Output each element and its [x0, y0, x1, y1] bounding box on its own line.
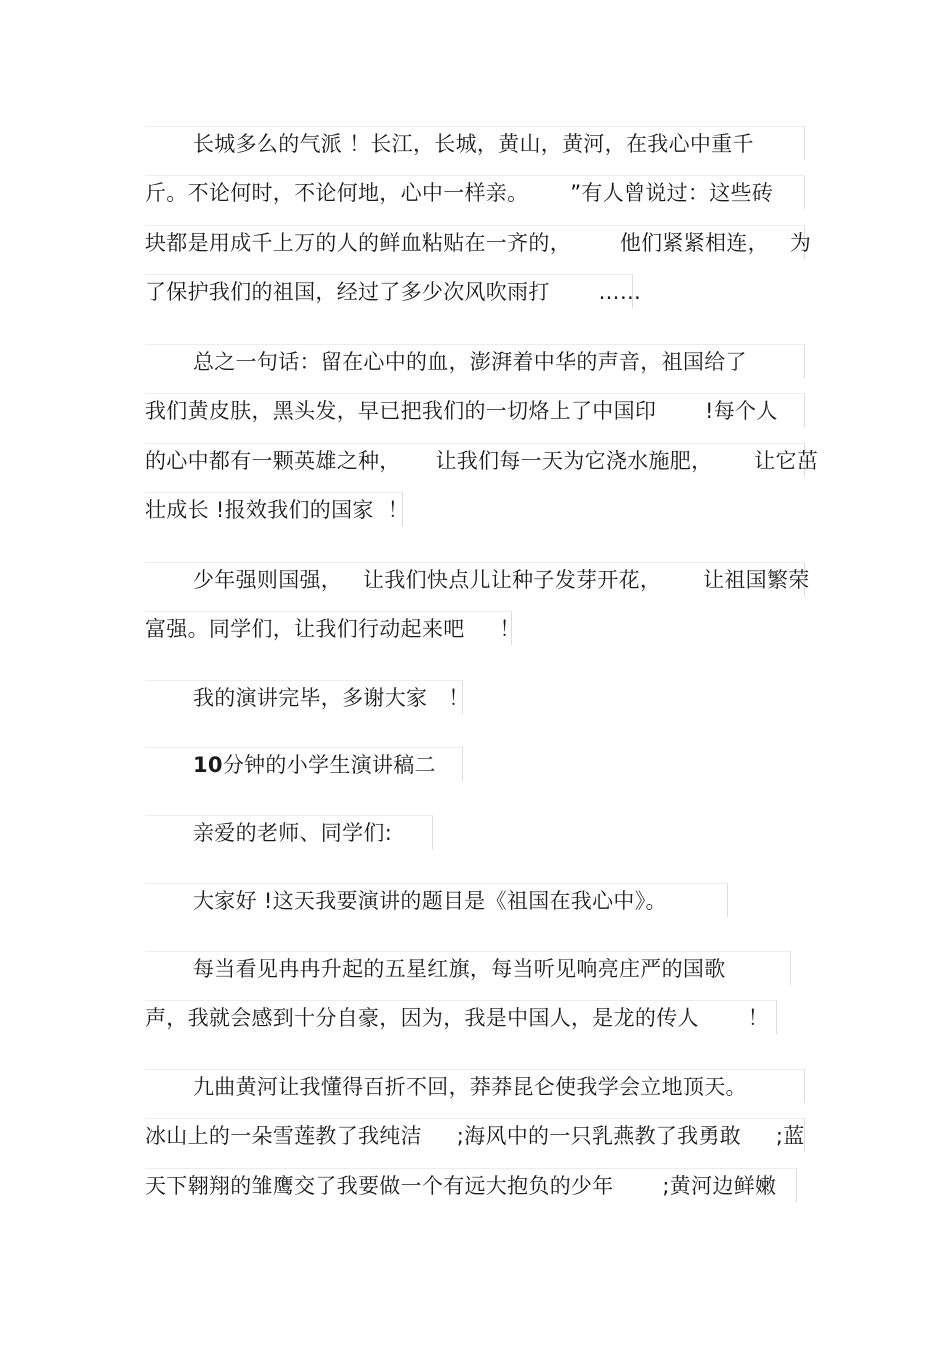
- text-line: 我们黄皮肤，黑头发，早已把我们的一切烙上了中国印 !每个人: [145, 393, 805, 427]
- text-line: 声，我就会感到十分自豪，因为，我是中国人，是龙的传人 ！: [145, 1000, 777, 1034]
- text-line: 块都是用成千上万的人的鲜血粘贴在一齐的， 他们紧紧相连， 为: [145, 225, 805, 259]
- text-line: 了保护我们的祖国，经过了多少次风吹雨打 ……: [145, 274, 633, 308]
- text-line: 每当看见冉冉升起的五星红旗，每当听见响亮庄严的国歌: [145, 951, 791, 985]
- text-line: 斤。不论何时，不论何地，心中一样亲。 ”有人曾说过：这些砖: [145, 175, 805, 209]
- text-line: 亲爱的老师、同学们:: [145, 815, 433, 849]
- text-line: 大家好 !这天我要演讲的题目是《祖国在我心中》。: [145, 883, 728, 917]
- text-line: 天下翱翔的雏鹰交了我要做一个有远大抱负的少年 ;黄河边鲜嫩: [145, 1168, 797, 1202]
- text-line: 的心中都有一颗英雄之种， 让我们每一天为它浇水施肥， 让它茁: [145, 443, 805, 477]
- text-line: 冰山上的一朵雪莲教了我纯洁 ;海风中的一只乳燕教了我勇敢 ;蓝: [145, 1118, 805, 1152]
- text-line: 壮成长 !报效我们的国家 ！: [145, 492, 403, 526]
- text-line: 长城多么的气派 ！长江，长城，黄山，黄河，在我心中重千: [145, 126, 805, 160]
- section-heading: [145, 747, 463, 781]
- heading-number: 10: [193, 753, 223, 777]
- text-line: 九曲黄河让我懂得百折不回，莽莽昆仑使我学会立地顶天。: [145, 1069, 805, 1103]
- text-line: 富强。同学们，让我们行动起来吧 ！: [145, 611, 512, 645]
- heading-text: 分钟的小学生演讲稿二: [222, 753, 436, 777]
- text-line: 我的演讲完毕，多谢大家 ！: [145, 680, 463, 714]
- text-line: 少年强则国强， 让我们快点儿让种子发芽开花， 让祖国繁荣: [145, 562, 805, 596]
- text-line: 总之一句话：留在心中的血，澎湃着中华的声音，祖国给了: [145, 344, 805, 378]
